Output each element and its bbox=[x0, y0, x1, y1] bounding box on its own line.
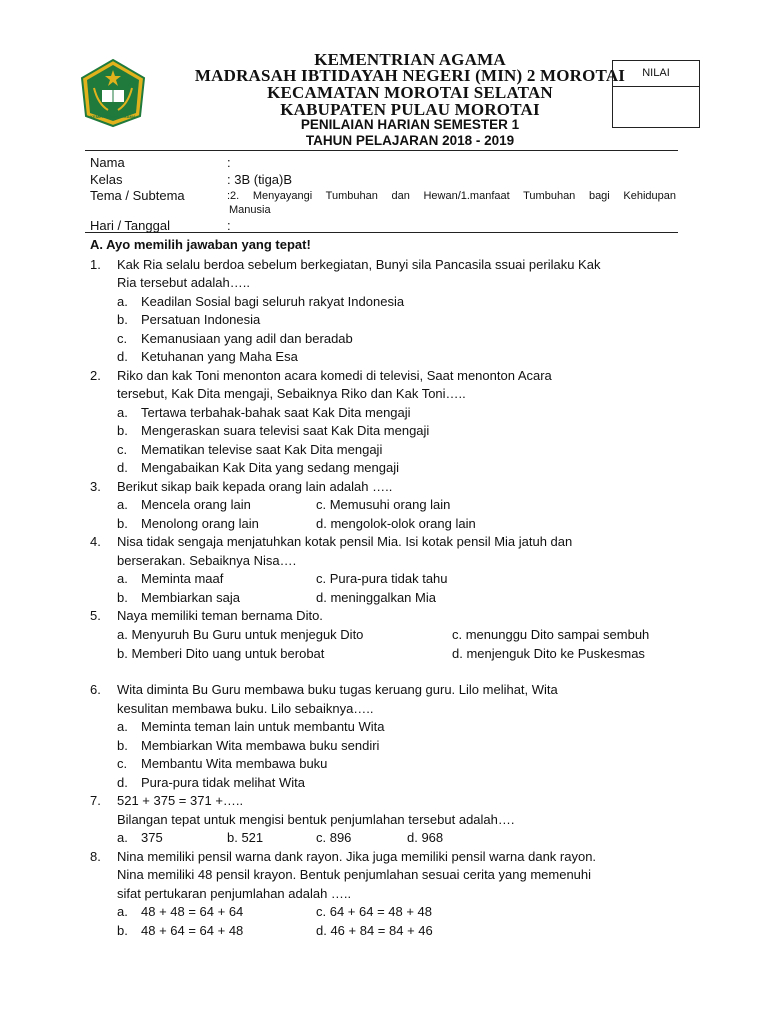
q8-option-c[interactable]: c. 64 + 64 = 48 + 48 bbox=[316, 904, 433, 919]
q6-text-cont: kesulitan membawa buku. Lilo sebaiknya….. bbox=[117, 701, 374, 716]
q5-option-b[interactable]: b. Memberi Dito uang untuk berobat bbox=[117, 646, 325, 661]
tema-value: :2. Menyayangi Tumbuhan dan Hewan/1.manfaat Tumbuhan bagi Kehidupan bbox=[227, 190, 676, 202]
q7-option-d[interactable]: d. 968 bbox=[407, 830, 444, 845]
nama-label: Nama bbox=[90, 155, 125, 170]
header-divider bbox=[85, 150, 678, 151]
info-divider bbox=[85, 232, 678, 233]
header-assessment: PENILAIAN HARIAN SEMESTER 1 bbox=[300, 117, 520, 132]
q2-option-d[interactable]: Mengabaikan Kak Dita yang sedang mengaji bbox=[141, 460, 400, 475]
q7-option-c[interactable]: c. 896 bbox=[316, 830, 352, 845]
q1-text-cont: Ria tersebut adalah….. bbox=[117, 275, 250, 290]
header-ministry: KEMENTRIAN AGAMA bbox=[314, 50, 506, 69]
q3-option-a-letter: a. bbox=[117, 497, 128, 512]
q1-option-c-letter: c. bbox=[117, 331, 128, 346]
q4-text-cont: berserakan. Sebaiknya Nisa…. bbox=[117, 553, 297, 568]
q3-option-d[interactable]: d. mengolok-olok orang lain bbox=[316, 516, 476, 531]
q7-number: 7. bbox=[90, 793, 101, 808]
q1-option-d[interactable]: Ketuhanan yang Maha Esa bbox=[141, 349, 298, 364]
q2-option-b-letter: b. bbox=[117, 423, 128, 438]
q2-option-a[interactable]: Tertawa terbahak-bahak saat Kak Dita mengaji bbox=[141, 405, 411, 420]
q2-option-b[interactable]: Mengeraskan suara televisi saat Kak Dita mengaji bbox=[141, 423, 430, 438]
q4-number: 4. bbox=[90, 534, 101, 549]
q6-text: Wita diminta Bu Guru membawa buku tugas keruang guru. Lilo melihat, Wita bbox=[117, 682, 558, 697]
q3-text: Berikut sikap baik kepada orang lain adalah ….. bbox=[117, 479, 393, 494]
q2-text: Riko dan kak Toni menonton acara komedi di televisi, Saat menonton Acara bbox=[117, 368, 552, 383]
header-school: MADRASAH IBTIDAYAH NEGERI (MIN) 2 MOROTAI bbox=[194, 66, 626, 85]
q3-option-a[interactable]: Mencela orang lain bbox=[141, 497, 251, 512]
q8-option-b[interactable]: 48 + 64 = 64 + 48 bbox=[141, 923, 244, 938]
q4-option-b-letter: b. bbox=[117, 590, 128, 605]
q4-option-d[interactable]: d. meninggalkan Mia bbox=[316, 590, 436, 605]
q6-option-c-letter: c. bbox=[117, 756, 128, 771]
q8-text: Nina memiliki pensil warna dank rayon. Jika juga memiliki pensil warna dank rayon. bbox=[117, 849, 597, 864]
q3-option-b[interactable]: Menolong orang lain bbox=[141, 516, 259, 531]
score-box bbox=[612, 60, 700, 128]
q6-option-c[interactable]: Membantu Wita membawa buku bbox=[141, 756, 328, 771]
hari-label: Hari / Tanggal bbox=[90, 218, 170, 233]
q1-option-c[interactable]: Kemanusiaan yang adil dan beradab bbox=[141, 331, 353, 346]
q6-option-d[interactable]: Pura-pura tidak melihat Wita bbox=[141, 775, 306, 790]
q8-option-a-letter: a. bbox=[117, 904, 128, 919]
q5-option-d[interactable]: d. menjenguk Dito ke Puskesmas bbox=[452, 646, 645, 661]
q5-option-a[interactable]: a. Menyuruh Bu Guru untuk menjeguk Dito bbox=[117, 627, 364, 642]
q7-option-a[interactable]: 375 bbox=[141, 830, 163, 845]
q5-number: 5. bbox=[90, 608, 101, 623]
q4-option-a[interactable]: Meminta maaf bbox=[141, 571, 224, 586]
q6-option-d-letter: d. bbox=[117, 775, 128, 790]
header-district: KECAMATAN MOROTAI SELATAN bbox=[267, 83, 553, 102]
q8-option-d[interactable]: d. 46 + 84 = 84 + 46 bbox=[316, 923, 433, 938]
q5-option-c[interactable]: c. menunggu Dito sampai sembuh bbox=[452, 627, 650, 642]
q7-text: 521 + 375 = 371 +….. bbox=[117, 793, 244, 808]
nama-value: : bbox=[227, 155, 231, 170]
q4-option-c[interactable]: c. Pura-pura tidak tahu bbox=[316, 571, 448, 586]
header-year: TAHUN PELAJARAN 2018 - 2019 bbox=[305, 133, 515, 148]
q2-option-c[interactable]: Mematikan televise saat Kak Dita mengaji bbox=[141, 442, 383, 457]
q6-option-a[interactable]: Meminta teman lain untuk membantu Wita bbox=[141, 719, 385, 734]
q8-text-cont-2: sifat pertukaran penjumlahan adalah ….. bbox=[117, 886, 352, 901]
q1-option-a[interactable]: Keadilan Sosial bagi seluruh rakyat Indonesia bbox=[141, 294, 405, 309]
q1-option-d-letter: d. bbox=[117, 349, 128, 364]
q6-option-b[interactable]: Membiarkan Wita membawa buku sendiri bbox=[141, 738, 380, 753]
q6-option-b-letter: b. bbox=[117, 738, 128, 753]
q8-text-cont: Nina memiliki 48 pensil krayon. Bentuk penjumlahan sesuai cerita yang memenuhi bbox=[117, 867, 592, 882]
hari-value: : bbox=[227, 218, 231, 233]
kelas-value: : 3B (tiga)B bbox=[227, 172, 293, 187]
q6-option-a-letter: a. bbox=[117, 719, 128, 734]
q7-option-a-letter: a. bbox=[117, 830, 128, 845]
q3-number: 3. bbox=[90, 479, 101, 494]
q2-text-cont: tersebut, Kak Dita mengaji, Sebaiknya Riko dan Kak Toni….. bbox=[117, 386, 466, 401]
q3-option-b-letter: b. bbox=[117, 516, 128, 531]
q3-option-c[interactable]: c. Memusuhi orang lain bbox=[316, 497, 451, 512]
q7-text-cont: Bilangan tepat untuk mengisi bentuk penjumlahan tersebut adalah…. bbox=[117, 812, 515, 827]
q1-option-b[interactable]: Persatuan Indonesia bbox=[141, 312, 261, 327]
q6-number: 6. bbox=[90, 682, 101, 697]
q2-option-a-letter: a. bbox=[117, 405, 128, 420]
q5-text: Naya memiliki teman bernama Dito. bbox=[117, 608, 323, 623]
kelas-label: Kelas bbox=[90, 172, 123, 187]
q2-number: 2. bbox=[90, 368, 101, 383]
q8-number: 8. bbox=[90, 849, 101, 864]
logo-text: KEMENTERIAN AGAMA bbox=[90, 114, 136, 119]
q8-option-a[interactable]: 48 + 48 = 64 + 64 bbox=[141, 904, 244, 919]
q4-option-a-letter: a. bbox=[117, 571, 128, 586]
q2-option-d-letter: d. bbox=[117, 460, 128, 475]
score-label: NILAI bbox=[613, 61, 699, 87]
tema-label: Tema / Subtema bbox=[90, 188, 185, 203]
q1-option-b-letter: b. bbox=[117, 312, 128, 327]
q1-text: Kak Ria selalu berdoa sebelum berkegiatan, Bunyi sila Pancasila ssuai perilaku Kak bbox=[117, 257, 601, 272]
tema-value-cont: Manusia bbox=[229, 204, 271, 216]
q8-option-b-letter: b. bbox=[117, 923, 128, 938]
q1-number: 1. bbox=[90, 257, 101, 272]
q4-text: Nisa tidak sengaja menjatuhkan kotak pensil Mia. Isi kotak pensil Mia jatuh dan bbox=[117, 534, 573, 549]
header-regency: KABUPATEN PULAU MOROTAI bbox=[280, 100, 540, 119]
q4-option-b[interactable]: Membiarkan saja bbox=[141, 590, 240, 605]
section-heading: A. Ayo memilih jawaban yang tepat! bbox=[90, 237, 311, 252]
q7-option-b[interactable]: b. 521 bbox=[227, 830, 264, 845]
q2-option-c-letter: c. bbox=[117, 442, 128, 457]
q1-option-a-letter: a. bbox=[117, 294, 128, 309]
